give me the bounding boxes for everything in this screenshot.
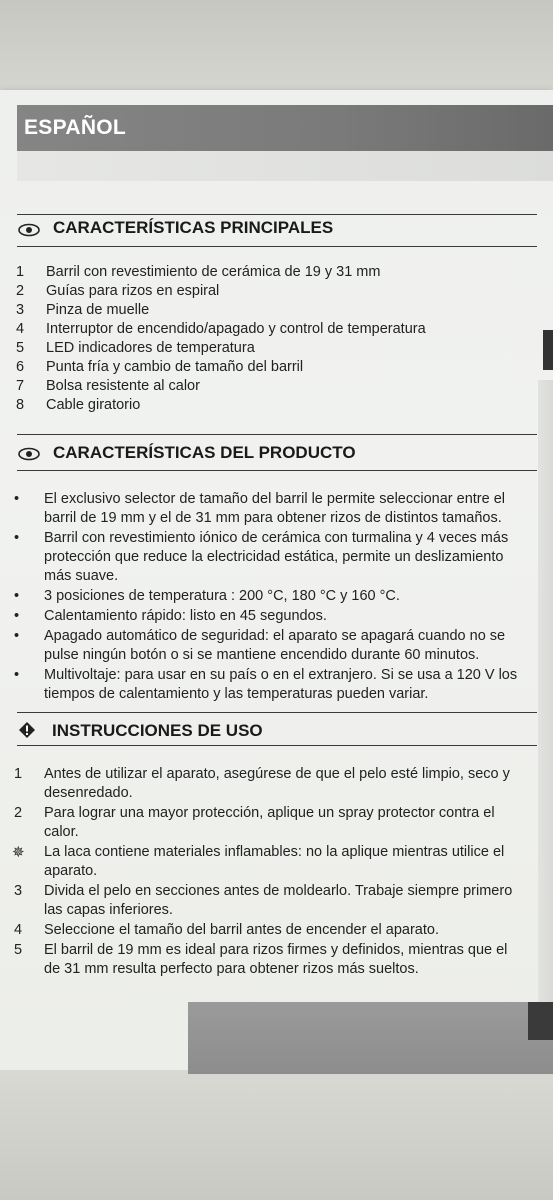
item-number: 4 <box>14 922 23 938</box>
caution-star-icon: ✵ <box>12 844 25 861</box>
item-number: 1 <box>16 264 25 280</box>
list-item <box>14 587 524 606</box>
warning-diamond-icon <box>18 721 36 739</box>
footer-gray-block <box>188 1002 553 1074</box>
list-item <box>16 377 521 396</box>
list-item <box>14 666 524 704</box>
item-text: Barril con revestimiento de cerámica de 19 y 31 mm <box>46 264 381 280</box>
list-item <box>16 263 521 282</box>
list-item <box>14 490 524 528</box>
list-item <box>14 921 524 940</box>
list-item <box>16 358 521 377</box>
main-features-list <box>16 263 521 415</box>
item-number: 2 <box>14 805 23 821</box>
item-number: 3 <box>14 883 23 899</box>
section-title-instructions: INSTRUCCIONES DE USO <box>52 721 263 740</box>
item-text: El exclusivo selector de tamaño del barril le permite seleccionar entre el barril de 19 mm y el de 31 mm para obtener rizos de distintos tamaños. <box>44 491 505 526</box>
item-number: 7 <box>16 378 25 394</box>
list-item <box>14 627 524 665</box>
section-rule-bottom <box>17 745 537 746</box>
instructions-list <box>14 765 524 979</box>
bullet: • <box>14 530 20 546</box>
item-number: 6 <box>16 359 25 375</box>
list-item <box>14 843 524 881</box>
item-text: Multivoltaje: para usar en su país o en el extranjero. Si se usa a 120 V los tiempos de calentamiento y las temperaturas pueden variar. <box>44 667 518 702</box>
item-text: Cable giratorio <box>46 397 141 413</box>
item-text: Punta fría y cambio de tamaño del barril <box>46 359 304 375</box>
section-rule-bottom <box>17 470 537 471</box>
item-text: Interruptor de encendido/apagado y control de temperatura <box>46 321 426 337</box>
footer-dark-tab <box>528 1002 553 1040</box>
item-text: Apagado automático de seguridad: el aparato se apagará cuando no se pulse ningún botón o si se mantiene encendido durante 60 minutos. <box>44 628 506 663</box>
page-tab-marker <box>543 330 553 370</box>
bullet: • <box>14 628 20 644</box>
list-item <box>14 607 524 626</box>
list-item <box>16 320 521 339</box>
list-item <box>14 529 524 586</box>
list-item <box>16 282 521 301</box>
list-item <box>16 396 521 415</box>
background-top <box>0 0 553 95</box>
item-text: Seleccione el tamaño del barril antes de encender el aparato. <box>44 922 439 938</box>
list-item <box>14 804 524 842</box>
header-shade-band <box>17 151 553 181</box>
section-title-product-features: CARACTERÍSTICAS DEL PRODUCTO <box>53 443 356 462</box>
item-text: LED indicadores de temperatura <box>46 340 255 356</box>
bullet: • <box>14 491 20 507</box>
item-number: 3 <box>16 302 25 318</box>
item-number: 4 <box>16 321 25 337</box>
list-item <box>14 882 524 920</box>
item-text: El barril de 19 mm es ideal para rizos firmes y definidos, mientras que el de 31 mm resulta perfecto para obtener rizos más sueltos. <box>44 942 508 977</box>
eye-icon <box>18 223 40 237</box>
section-rule-bottom <box>17 246 537 247</box>
item-number: 8 <box>16 397 25 413</box>
list-item <box>16 301 521 320</box>
eye-icon <box>18 447 40 461</box>
bullet: • <box>14 608 20 624</box>
list-item <box>14 765 524 803</box>
item-text: 3 posiciones de temperatura : 200 °C, 180 °C y 160 °C. <box>44 588 400 604</box>
item-text: Guías para rizos en espiral <box>46 283 220 299</box>
item-text: Divida el pelo en secciones antes de moldearlo. Trabaje siempre primero las capas inferiores. <box>44 883 513 918</box>
item-number: 2 <box>16 283 25 299</box>
section-rule-top <box>17 214 537 215</box>
section-title-main-features: CARACTERÍSTICAS PRINCIPALES <box>53 218 334 237</box>
item-text: Para lograr una mayor protección, aplique un spray protector contra el calor. <box>44 805 495 840</box>
item-text: Bolsa resistente al calor <box>46 378 200 394</box>
item-text: Antes de utilizar el aparato, asegúrese de que el pelo esté limpio, seco y desenredado. <box>44 766 510 801</box>
section-rule-top <box>17 712 537 713</box>
item-text: Pinza de muelle <box>46 302 150 318</box>
section-rule-top <box>17 434 537 435</box>
item-number: 5 <box>16 340 25 356</box>
item-text: Barril con revestimiento iónico de cerámica con turmalina y 4 veces más protección que reduce la electricidad estática, permite un deslizamiento más suave. <box>44 530 509 584</box>
list-item <box>14 941 524 979</box>
product-features-list <box>14 490 524 704</box>
item-text: La laca contiene materiales inflamables: no la aplique mientras utilice el aparato. <box>44 844 505 879</box>
page-edge-strip <box>538 380 553 1020</box>
language-title: ESPAÑOL <box>24 116 127 139</box>
bullet: • <box>14 588 20 604</box>
item-number: 1 <box>14 766 23 782</box>
item-number: 5 <box>14 942 23 958</box>
bullet: • <box>14 667 20 683</box>
background-bottom <box>0 1070 553 1200</box>
list-item <box>16 339 521 358</box>
item-text: Calentamiento rápido: listo en 45 segundos. <box>44 608 327 624</box>
